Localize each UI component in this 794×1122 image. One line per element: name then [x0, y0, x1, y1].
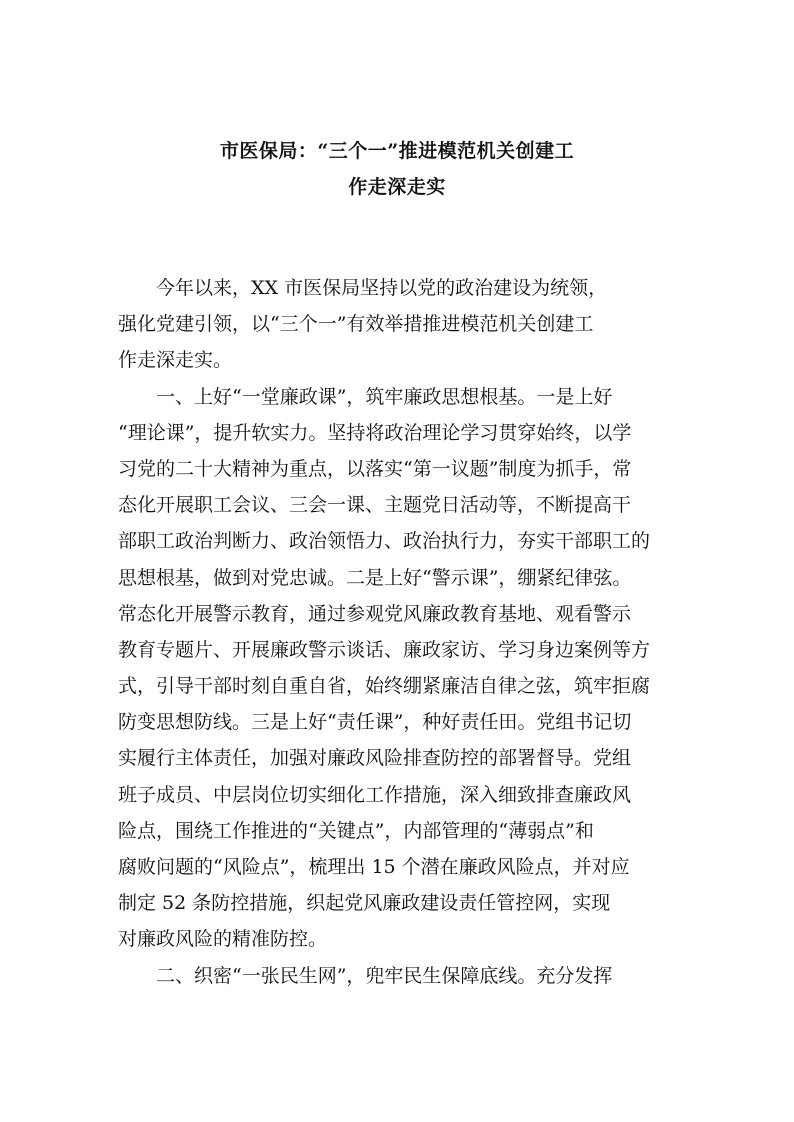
paragraph-section-one-line: 一、上好“一堂廉政课”，筑牢廉政思想根基。一是上好	[118, 385, 613, 408]
document-title	[100, 133, 694, 205]
paragraph-section-one-line: 部职工政治判断力、政治领悟力、政治执行力，夯实干部职工的	[118, 530, 651, 553]
paragraph-section-two-line: 二、织密“一张民生网”，兜牢民生保障底线。充分发挥	[118, 964, 613, 987]
paragraph-section-one-line: “理论课”，提升软实力。坚持将政治理论学习贯穿始终，以学	[118, 421, 632, 444]
paragraph-section-one-line: 实履行主体责任，加强对廉政风险排查防控的部署督导。党组	[118, 747, 632, 770]
paragraph-intro-line: 作走深走实。	[118, 349, 233, 372]
paragraph-section-one-line: 班子成员、中层岗位切实细化工作措施，深入细致排查廉政风	[118, 783, 632, 806]
paragraph-section-one-line: 腐败问题的“风险点”，梳理出 15 个潜在廉政风险点，并对应	[118, 856, 630, 878]
title-line: 作走深走实	[348, 176, 446, 199]
paragraph-section-one-line: 常态化开展警示教育，通过参观党风廉政教育基地、观看警示	[118, 602, 632, 625]
paragraph-section-one-line: 防变思想防线。三是上好“责任课”，种好责任田。党组书记切	[118, 711, 632, 734]
paragraph-intro-line: 强化党建引领，以“三个一”有效举措推进模范机关创建工	[118, 313, 594, 336]
paragraph-section-one-line: 思想根基，做到对党忠诚。二是上好“警示课”，绷紧纪律弦。	[118, 566, 632, 589]
title-line: 市医保局：“三个一”推进模范机关创建工	[219, 140, 575, 162]
document-body	[118, 270, 690, 994]
paragraph-section-one-line: 对廉政风险的精准防控。	[118, 928, 328, 951]
paragraph-section-one-line: 态化开展职工会议、三会一课、主题党日活动等，不断提高干	[118, 494, 632, 517]
paragraph-section-one-line: 制定 52 条防控措施，织起党风廉政建设责任管控网，实现	[118, 892, 611, 915]
paragraph-section-one-line: 险点，围绕工作推进的“关键点”，内部管理的“薄弱点”和	[118, 819, 594, 842]
paragraph-section-one-line: 教育专题片、开展廉政警示谈话、廉政家访、学习身边案例等方	[118, 638, 651, 661]
paragraph-intro-line: 今年以来，XX 市医保局坚持以党的政治建设为统领，	[118, 277, 608, 299]
paragraph-section-one-line: 式，引导干部时刻自重自省，始终绷紧廉洁自律之弦，筑牢拒腐	[118, 675, 651, 698]
paragraph-section-one-line: 习党的二十大精神为重点，以落实“第一议题”制度为抓手，常	[118, 457, 632, 480]
